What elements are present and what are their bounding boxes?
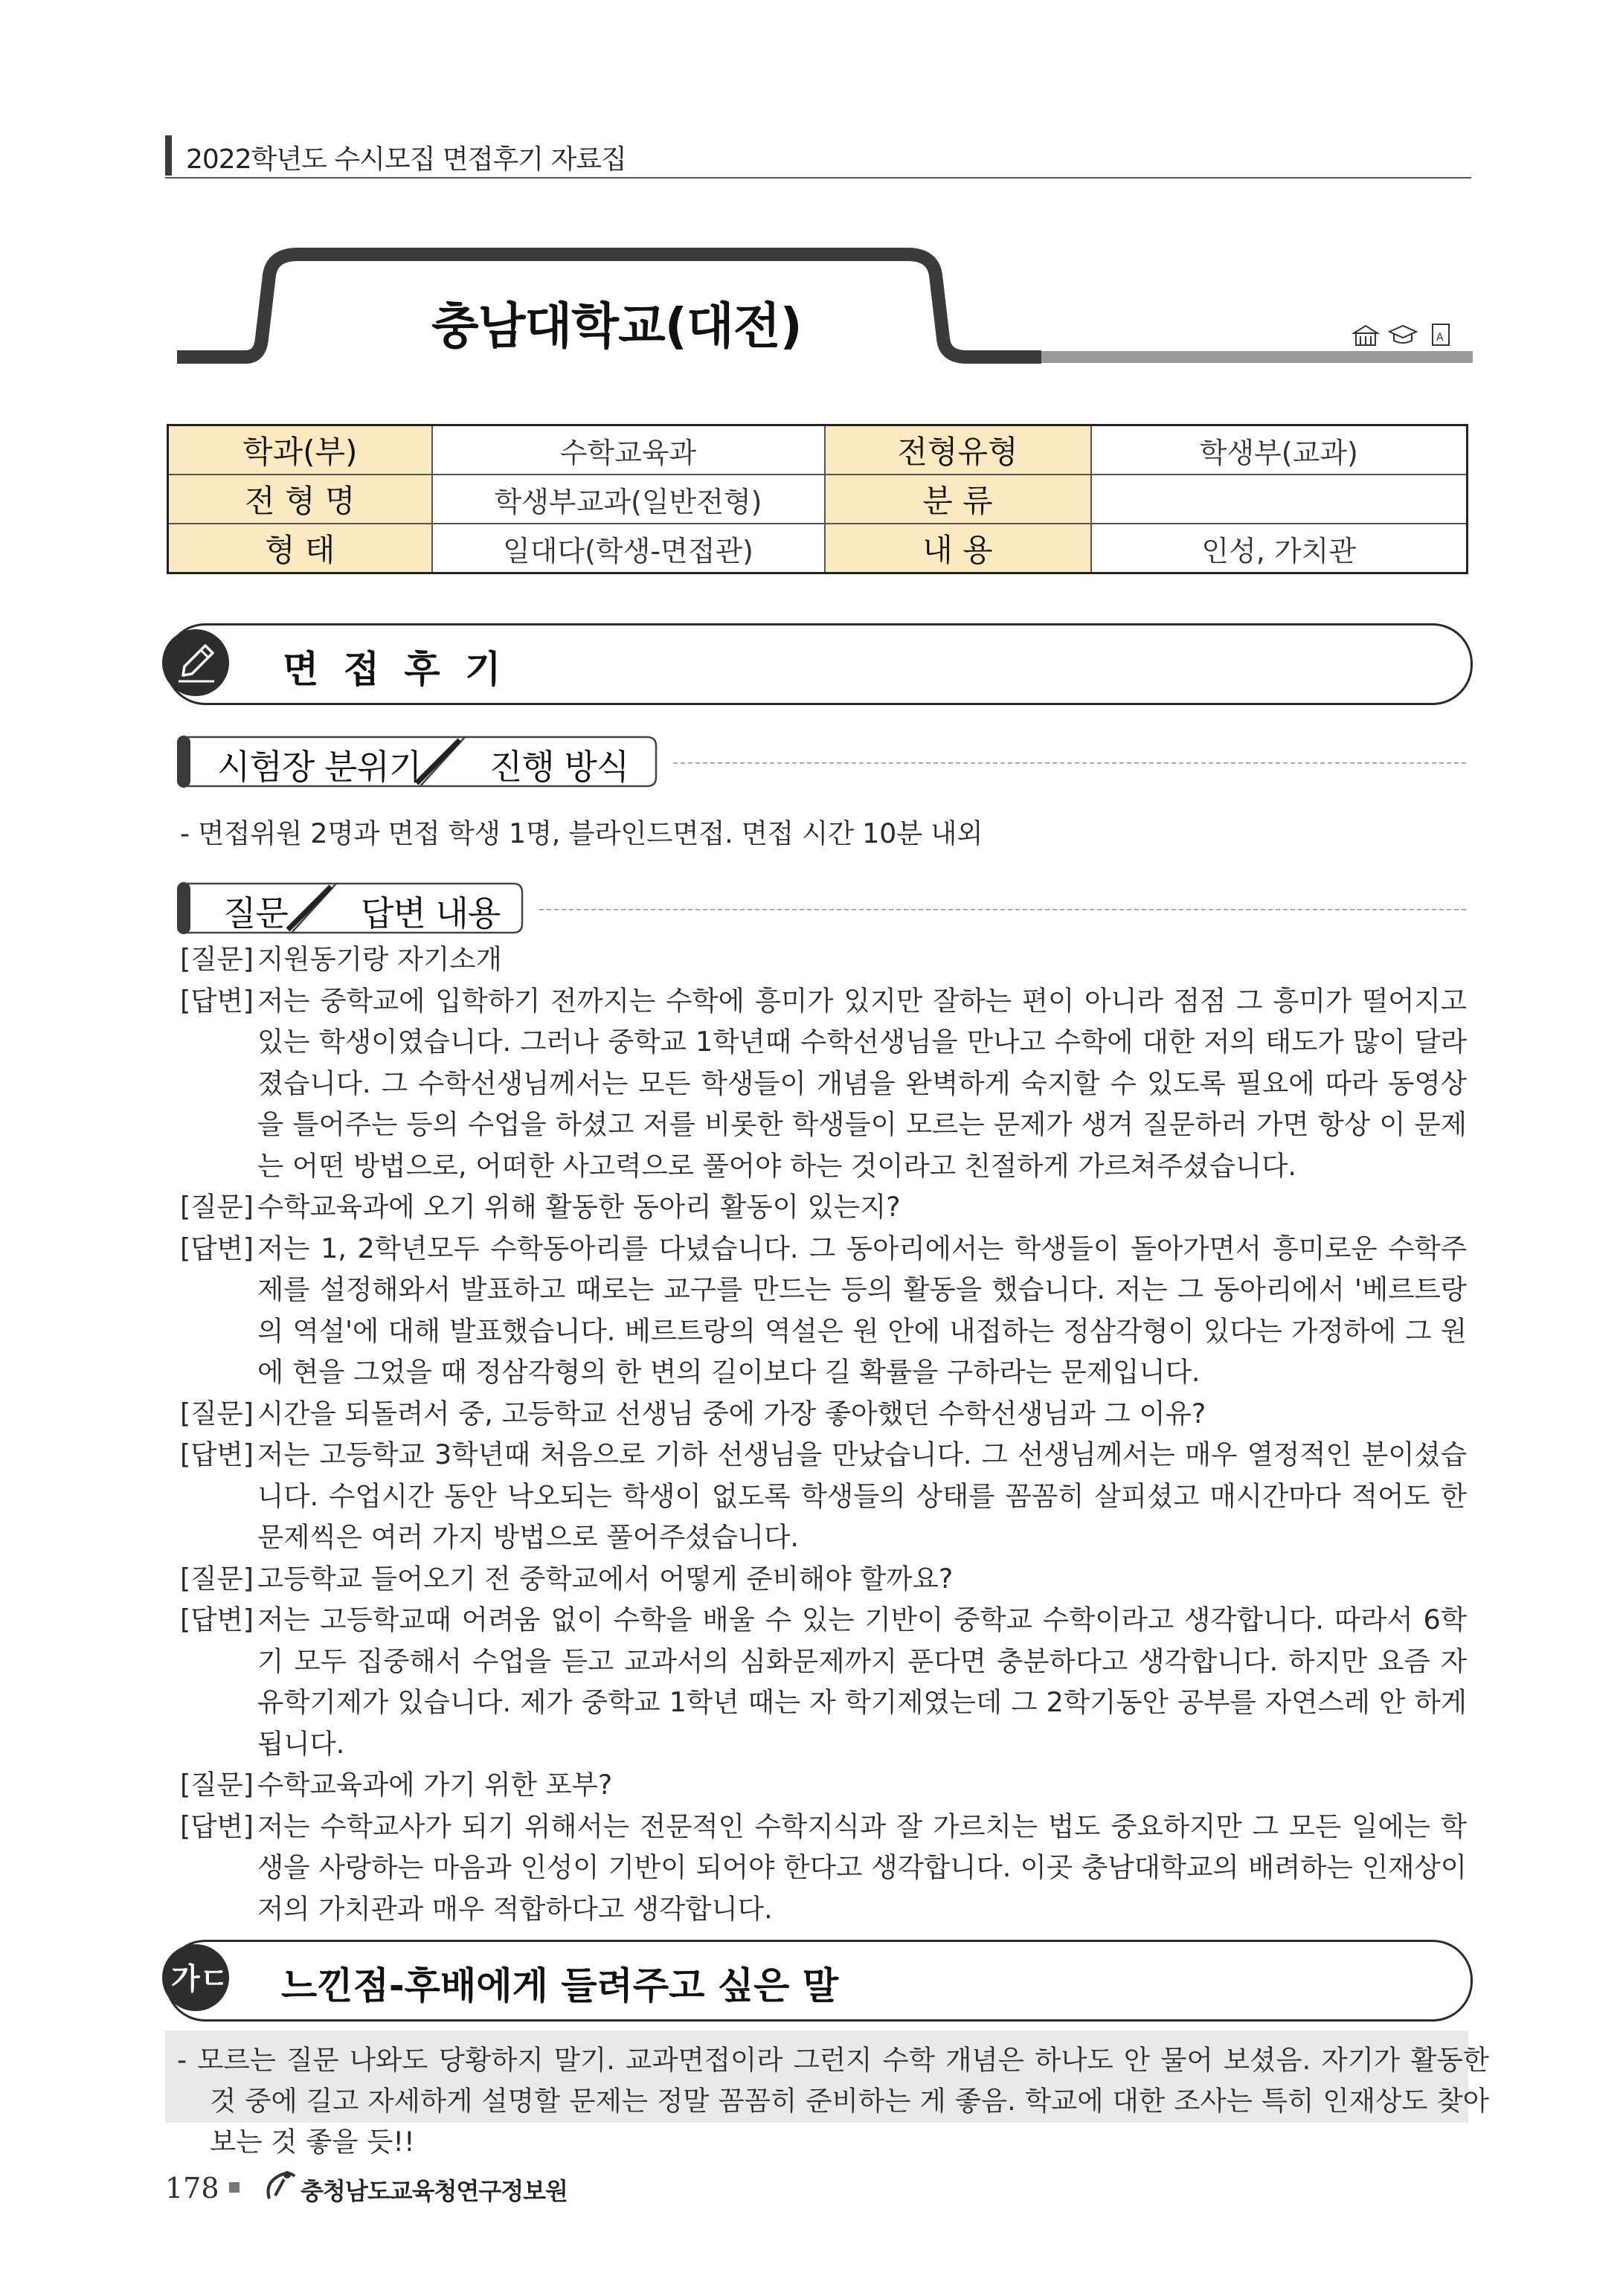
sub-atmosphere-label-2: 진행 방식 — [489, 747, 629, 787]
sub-qa-label-1: 질문 — [223, 893, 288, 933]
qa-tag: [질문] — [180, 1769, 254, 1801]
svg-text:A: A — [1436, 332, 1444, 344]
qa-text: 고등학교 들어오기 전 중학교에서 어떻게 준비해야 할까요? — [257, 1562, 954, 1595]
table-label: 학과(부) — [168, 425, 432, 475]
qa-tag: [답변] — [180, 1810, 254, 1842]
qa-text: 지원동기랑 자기소개 — [257, 943, 502, 975]
qa-item — [180, 939, 1467, 980]
qa-tag: [질문] — [180, 943, 254, 975]
atmosphere-text: - 면접위원 2명과 면접 학생 1명, 블라인드면접. 면접 시간 10분 내외 — [180, 817, 983, 849]
qa-text: 저는 고등학교 3학년때 처음으로 기하 선생님을 만났습니다. 그 선생님께서는 매우 열정적인 분이셨습니다. 수업시간 동안 낙오되는 학생이 없도록 학생들의 상태를 꼼꼼히 살피셨고 매시간마다 적어도 한 문제씩은 여러 가지 방법으로 풀어주셨습니다. — [257, 1438, 1467, 1553]
closing-box — [165, 2030, 1489, 2158]
qa-item — [180, 1806, 1467, 1930]
qa-tag: [답변] — [180, 1232, 254, 1264]
qa-text: 저는 중학교에 입학하기 전까지는 수학에 흥미가 있지만 잘하는 편이 아니라 점점 그 흥미가 떨어지고 있는 학생이였습니다. 그러나 중학교 1학년때 수학선생님을 만나고 수학에 대한 저의 태도가 많이 달라졌습니다. 그 수학선생님께서는 모든 학생들이 개념을 완벽하게 숙지할 수 있도록 필요에 따라 동영상을 틀어주는 등의 수업을 하셨고 저를 비롯한 학생들이 모르는 문제가 생겨 질문하러 가면 항상 이 문제는 어떤 방법으로, 어떠한 사고력으로 풀어야 하는 것이라고 친절하게 가르쳐주셨습니다. — [257, 984, 1467, 1182]
section-feel-title: 느낀점-후배에게 들려주고 싶은 말 — [281, 1964, 839, 2007]
hangul-icon — [162, 1944, 229, 2011]
sub-qa-label-2: 답변 내용 — [361, 893, 501, 933]
title-grey-bar — [1041, 351, 1473, 363]
table-row — [168, 475, 1468, 524]
qa-text: 저는 고등학교때 어려움 없이 수학을 배울 수 있는 기반이 중학교 수학이라고 생각합니다. 따라서 6학기 모두 집중해서 수업을 듣고 교과서의 심화문제까지 푼다면 충분하다고 생각합니다. 하지만 요즘 자유학기제가 있습니다. 제가 중학교 1학년 때는 자 학기제였는데 그 2학기동안 공부를 자연스레 안 하게 됩니다. — [257, 1604, 1467, 1760]
section-review-title: 면 접 후 기 — [283, 648, 507, 691]
pencil-icon-badge — [162, 629, 229, 696]
qa-tag: [질문] — [180, 1397, 254, 1430]
qa-list — [180, 939, 1467, 1929]
document-icon — [1433, 324, 1449, 345]
qa-tag: [답변] — [180, 984, 254, 1017]
qa-item — [180, 1558, 1467, 1600]
table-label: 분 류 — [825, 475, 1091, 524]
table-row — [168, 425, 1468, 475]
qa-item — [180, 1434, 1467, 1558]
sub-atmosphere-label-1: 시험장 분위기 — [217, 747, 422, 787]
org-logo-icon — [262, 2167, 299, 2205]
qa-item — [180, 1393, 1467, 1435]
qa-item — [180, 1228, 1467, 1393]
table-row — [168, 524, 1468, 573]
table-label: 전 형 명 — [168, 475, 432, 524]
qa-tag: [질문] — [180, 1191, 254, 1223]
qa-tag: [질문] — [180, 1562, 254, 1595]
running-header-text: 2022학년도 수시모집 면접후기 자료집 — [186, 144, 626, 175]
table-label: 형 태 — [168, 524, 432, 573]
footer-bullet — [229, 2182, 240, 2193]
qa-item — [180, 1599, 1467, 1764]
table-label: 내 용 — [825, 524, 1091, 573]
closing-text: - 모르는 질문 나와도 당황하지 말기. 교과면접이라 그런지 수학 개념은 하나도 안 물어 보셨음. 자기가 활동한 것 중에 길고 자세하게 설명할 문제는 정말 꼼꼼히 준비하는 게 좋음. 학교에 대한 조사는 특히 인재상도 찾아보는 것 좋을 듯!! — [177, 2044, 1489, 2158]
qa-text: 시간을 되돌려서 중, 고등학교 선생님 중에 가장 좋아했던 수학선생님과 그 이유? — [257, 1397, 1206, 1430]
table-value: 학생부(교과) — [1091, 425, 1468, 475]
table-value: 일대다(학생-면접관) — [432, 524, 825, 573]
table-value: 수학교육과 — [432, 425, 825, 475]
qa-item — [180, 1186, 1467, 1228]
qa-item — [180, 1764, 1467, 1806]
school-icon — [1354, 326, 1378, 345]
page-title: 충남대학교(대전) — [431, 298, 802, 355]
org-name: 충청남도교육청연구정보원 — [301, 2177, 568, 2205]
pencil-icon — [162, 629, 229, 696]
hangul-icon-glyph: 가ㄷ — [171, 1962, 229, 1996]
title-icons — [1352, 320, 1464, 350]
divider — [539, 909, 1466, 910]
qa-text: 수학교육과에 가기 위한 포부? — [257, 1769, 613, 1801]
qa-text: 저는 수학교사가 되기 위해서는 전문적인 수학지식과 잘 가르치는 법도 중요하지만 그 모든 일에는 학생을 사랑하는 마음과 인성이 기반이 되어야 한다고 생각합니다. 이곳 충남대학교의 배려하는 인재상이 저의 가치관과 매우 적합하다고 생각합니다. — [257, 1810, 1467, 1925]
divider — [673, 762, 1466, 764]
qa-tag: [답변] — [180, 1604, 254, 1636]
hangul-icon-badge — [162, 1944, 229, 2011]
qa-text: 수학교육과에 오기 위해 활동한 동아리 활동이 있는지? — [257, 1191, 901, 1223]
qa-item — [180, 980, 1467, 1187]
graduation-cap-icon — [1389, 326, 1416, 343]
qa-text: 저는 1, 2학년모두 수학동아리를 다녔습니다. 그 동아리에서는 학생들이 돌아가면서 흥미로운 수학주제를 설정해와서 발표하고 때로는 교구를 만드는 등의 활동을 했습니다. 저는 그 동아리에서 '베르트랑의 역설'에 대해 발표했습니다. 베르트랑의 역설은 원 안에 내접하는 정삼각형이 있다는 가정하에 그 원에 현을 그었을 때 정삼각형의 한 변의 길이보다 길 확률을 구하라는 문제입니다. — [257, 1232, 1467, 1388]
table-value: 학생부교과(일반전형) — [432, 475, 825, 524]
qa-tag: [답변] — [180, 1438, 254, 1470]
info-table — [167, 424, 1468, 574]
table-value: 인성, 가치관 — [1091, 524, 1468, 573]
page-number: 178 — [165, 2172, 219, 2205]
table-value — [1091, 475, 1468, 524]
table-label: 전형유형 — [825, 425, 1091, 475]
